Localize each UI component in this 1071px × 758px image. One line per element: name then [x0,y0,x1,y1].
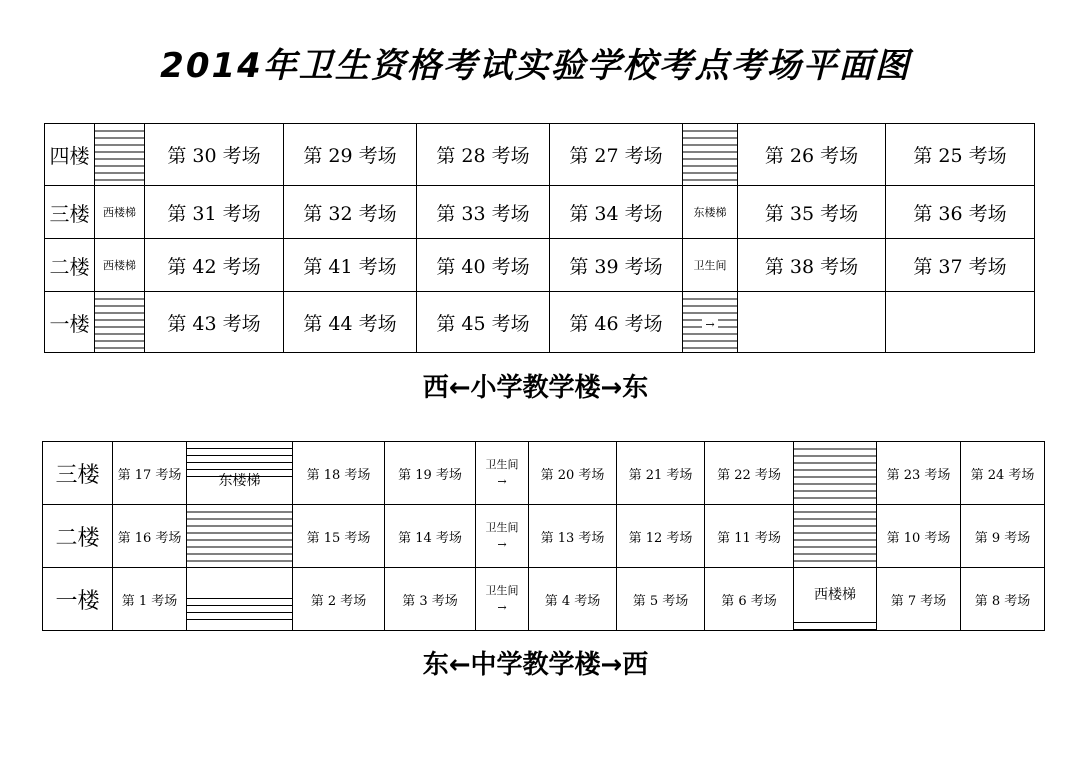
west-staircase [95,292,145,353]
west-staircase [95,124,145,186]
exam-room: 第 2 考场 [293,568,385,631]
staircase-label: 东楼梯 [218,473,261,489]
floor-row [45,186,1035,239]
exam-room: 第 12 考场 [617,505,705,568]
restroom [476,568,529,631]
floor-label: 一楼 [45,292,95,353]
restroom-label: 卫生间 [485,458,519,471]
page-title: 2014年卫生资格考试实验学校考点考场平面图 [160,46,911,86]
exam-room: 第 44 考场 [284,292,417,353]
exam-room: 第 4 考场 [529,568,617,631]
exam-room: 第 40 考场 [417,239,550,292]
empty-room [886,292,1035,353]
exam-room: 第 7 考场 [877,568,961,631]
exam-room: 第 13 考场 [529,505,617,568]
east-staircase [683,292,738,353]
exam-room: 第 6 考场 [705,568,794,631]
exam-room: 第 43 考场 [145,292,284,353]
middle-building-label: 东←中学教学楼→西 [422,650,649,680]
exam-room: 第 5 考场 [617,568,705,631]
east-staircase [187,505,293,568]
exam-room: 第 15 考场 [293,505,385,568]
restroom [476,442,529,505]
exam-room: 第 21 考场 [617,442,705,505]
floor-row [43,568,1045,631]
empty-room [738,292,886,353]
east-staircase [187,568,293,631]
exam-room: 第 16 考场 [113,505,187,568]
floor-label: 三楼 [43,442,113,505]
primary-school-floor-plan [44,123,1035,353]
exam-room: 第 9 考场 [961,505,1045,568]
floor-label: 四楼 [45,124,95,186]
exam-room: 第 36 考场 [886,186,1035,239]
exam-room: 第 41 考场 [284,239,417,292]
restroom-label: 卫生间 [485,584,519,597]
exam-room: 第 26 考场 [738,124,886,186]
restroom-label: 卫生间 [485,521,519,534]
staircase-label: 西楼梯 [814,587,856,603]
exam-room: 第 32 考场 [284,186,417,239]
exam-room: 第 22 考场 [705,442,794,505]
exam-room: 第 24 考场 [961,442,1045,505]
east-stair-label: 东楼梯 [683,186,738,239]
exam-room: 第 45 考场 [417,292,550,353]
exam-room: 第 38 考场 [738,239,886,292]
exam-room: 第 3 考场 [385,568,476,631]
west-staircase [794,568,877,631]
arrow-icon: → [497,601,507,614]
exam-room: 第 35 考场 [738,186,886,239]
exam-room: 第 18 考场 [293,442,385,505]
arrow-icon: → [497,538,507,551]
west-stair-label: 西楼梯 [95,239,145,292]
exam-room: 第 23 考场 [877,442,961,505]
floor-label: 三楼 [45,186,95,239]
exam-room: 第 31 考场 [145,186,284,239]
west-staircase [794,505,877,568]
exam-room: 第 30 考场 [145,124,284,186]
exam-room: 第 14 考场 [385,505,476,568]
east-staircase [683,124,738,186]
floor-label: 一楼 [43,568,113,631]
restroom-label: 卫生间 [683,239,738,292]
west-staircase [794,442,877,505]
exam-room: 第 20 考场 [529,442,617,505]
floor-row [45,239,1035,292]
exam-room: 第 33 考场 [417,186,550,239]
floor-label: 二楼 [43,505,113,568]
exam-room: 第 39 考场 [550,239,683,292]
exam-room: 第 10 考场 [877,505,961,568]
floor-label: 二楼 [45,239,95,292]
east-staircase [187,442,293,505]
middle-school-floor-plan [42,441,1045,631]
restroom [476,505,529,568]
exam-room: 第 37 考场 [886,239,1035,292]
exam-room: 第 11 考场 [705,505,794,568]
floor-row [45,292,1035,353]
floor-row [43,505,1045,568]
floor-row [45,124,1035,186]
exam-room: 第 42 考场 [145,239,284,292]
west-stair-label: 西楼梯 [95,186,145,239]
arrow-icon: → [497,475,507,488]
exam-room: 第 34 考场 [550,186,683,239]
exam-room: 第 28 考场 [417,124,550,186]
exam-room: 第 29 考场 [284,124,417,186]
exam-room: 第 27 考场 [550,124,683,186]
floor-row [43,442,1045,505]
arrow-icon: → [702,317,717,332]
exam-room: 第 17 考场 [113,442,187,505]
primary-building-label: 西←小学教学楼→东 [422,373,649,403]
exam-room: 第 25 考场 [886,124,1035,186]
exam-room: 第 46 考场 [550,292,683,353]
exam-room: 第 1 考场 [113,568,187,631]
exam-room: 第 19 考场 [385,442,476,505]
exam-room: 第 8 考场 [961,568,1045,631]
